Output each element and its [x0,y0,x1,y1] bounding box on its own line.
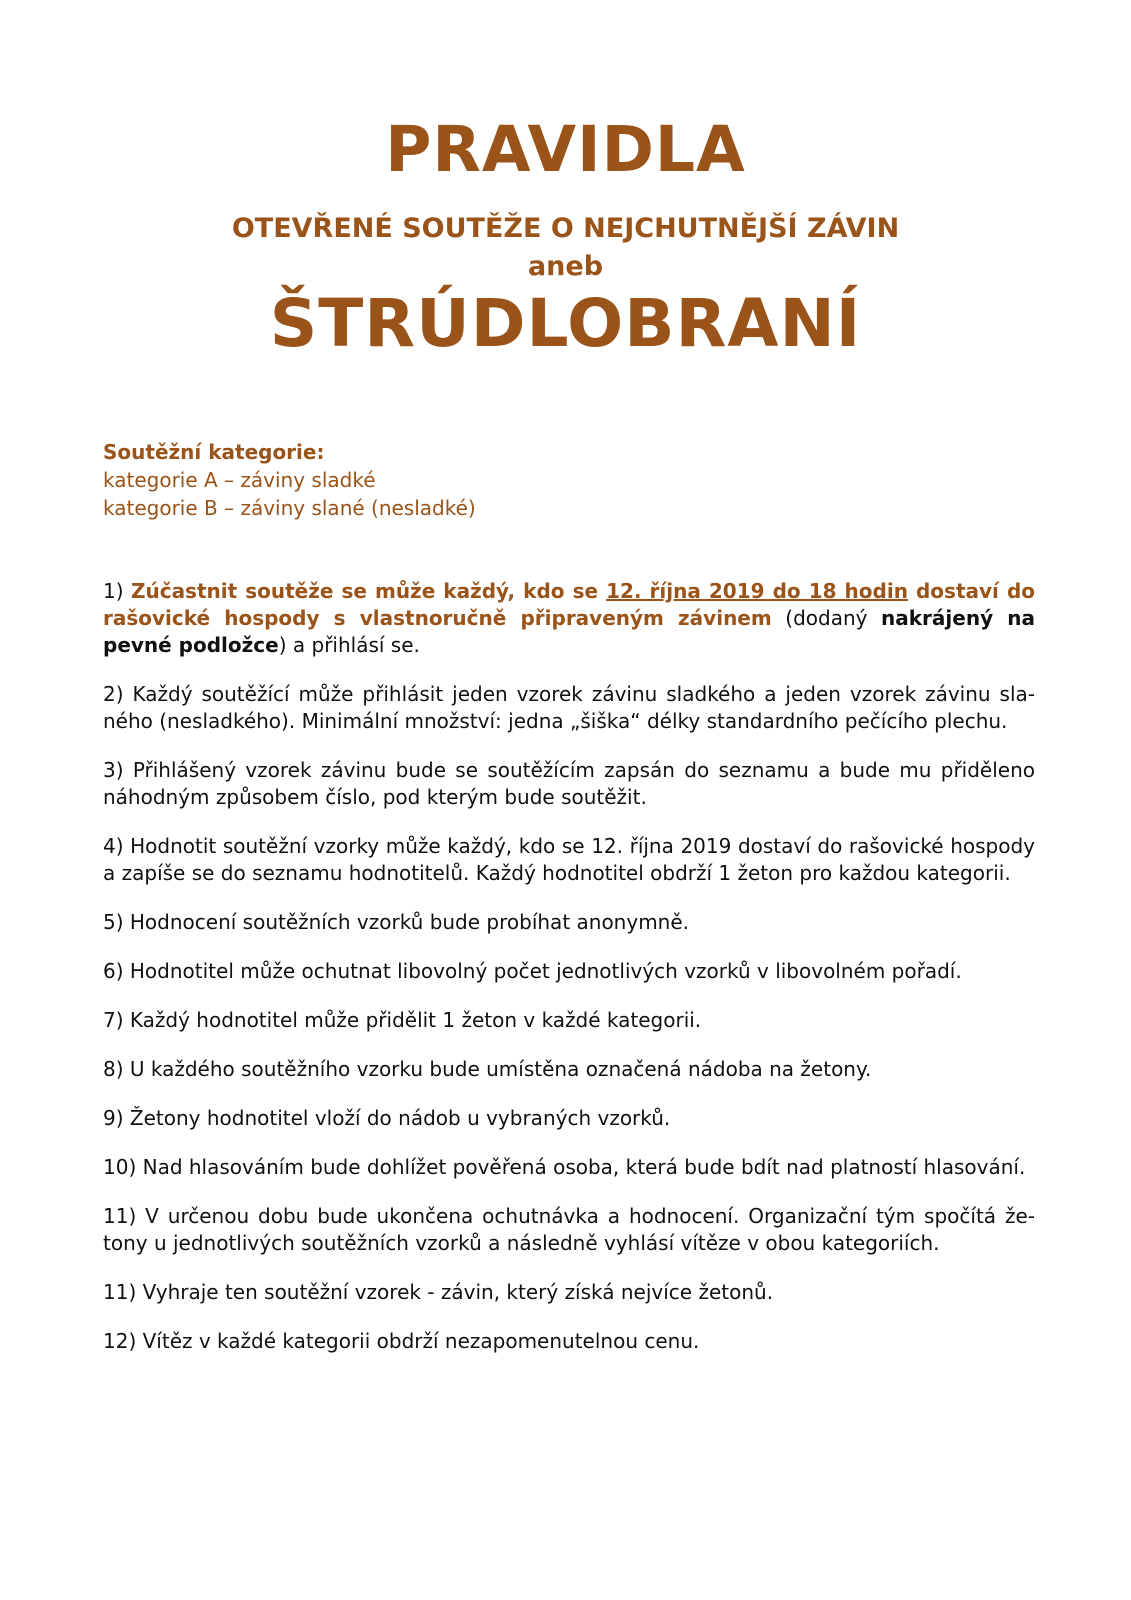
rule-1-highlight-end: dostaví do rašovické hospody s vlastnoručně připraveným závinem [103,579,1035,630]
rules-list [103,578,1035,1377]
rule-1-text-end: ) a přihlásí se. [278,633,420,657]
rule-1-highlight: Zúčastnit soutěže se může každý, kdo se [130,579,607,603]
rule-item-6: 6) Hodnotitel může ochutnat libovolný počet jednotlivých vzorků v libovolném pořadí. [103,959,962,983]
category-item-a: kategorie A – záviny sladké [103,468,376,492]
rule-1-date-time: 12. října 2019 do 18 hodin [606,579,908,603]
rule-item-9: 9) Žetony hodnotitel vloží do nádob u vybraných vzorků. [103,1106,671,1130]
rule-item-12: 12) Vítěz v každé kategorii obdrží nezapomenutelnou cenu. [103,1329,700,1353]
rule-item-4: 4) Hodnotit soutěžní vzorky může každý, kdo se 12. října 2019 dostaví do rašovické hospody a zapíše se do seznamu hodnotitelů. Každý hodnotitel obdrží 1 žeton pro každou kategorii. [103,834,1035,885]
document-title: PRAVIDLA [385,113,746,186]
rule-item-5: 5) Hodnocení soutěžních vzorků bude probíhat anonymně. [103,910,690,934]
rule-1-number: 1) [103,579,131,603]
rule-1-bold: nakrájený na pevné podložce [103,606,1035,657]
categories-section [103,438,1003,522]
subtitle-conjunction: aneb [527,251,604,282]
document-subtitle: OTEVŘENÉ SOUTĚŽE O NEJCHUTNĚJŠÍ ZÁVIN [231,213,900,244]
event-name: ŠTRÚDLOBRANÍ [269,285,862,362]
rule-item-11: 11) V určenou dobu bude ukončena ochutnávka a hodnocení. Organizační tým spočítá žetony u jednotlivých soutěžních vzorků a následně vyhlásí vítěze v obou kategoriích. [103,1204,1035,1255]
rule-item-3: 3) Přihlášený vzorek závinu bude se soutěžícím zapsán do seznamu a bude mu přiděleno náhodným způsobem číslo, pod kterým bude soutěžit. [103,758,1035,809]
rule-item-7: 7) Každý hodnotitel může přidělit 1 žeton v každé kategorii. [103,1008,702,1032]
rule-item-2: 2) Každý soutěžící může přihlásit jeden vzorek závinu sladkého a jeden vzorek závinu slaného (nesladkého). Minimální množství: jedna „šiška“ délky standardního pečícího plechu. [103,682,1035,733]
categories-heading: Soutěžní kategorie: [103,440,325,464]
rule-1-text: (dodaný [771,606,882,630]
rule-item-11b: 11) Vyhraje ten soutěžní vzorek - závin, který získá nejvíce žetonů. [103,1280,774,1304]
rule-item-8: 8) U každého soutěžního vzorku bude umístěna označená nádoba na žetony. [103,1057,872,1081]
category-item-b: kategorie B – záviny slané (nesladké) [103,496,476,520]
rule-item-10: 10) Nad hlasováním bude dohlížet pověřená osoba, která bude bdít nad platností hlasování. [103,1155,1026,1179]
rule-item-1 [103,578,1035,659]
